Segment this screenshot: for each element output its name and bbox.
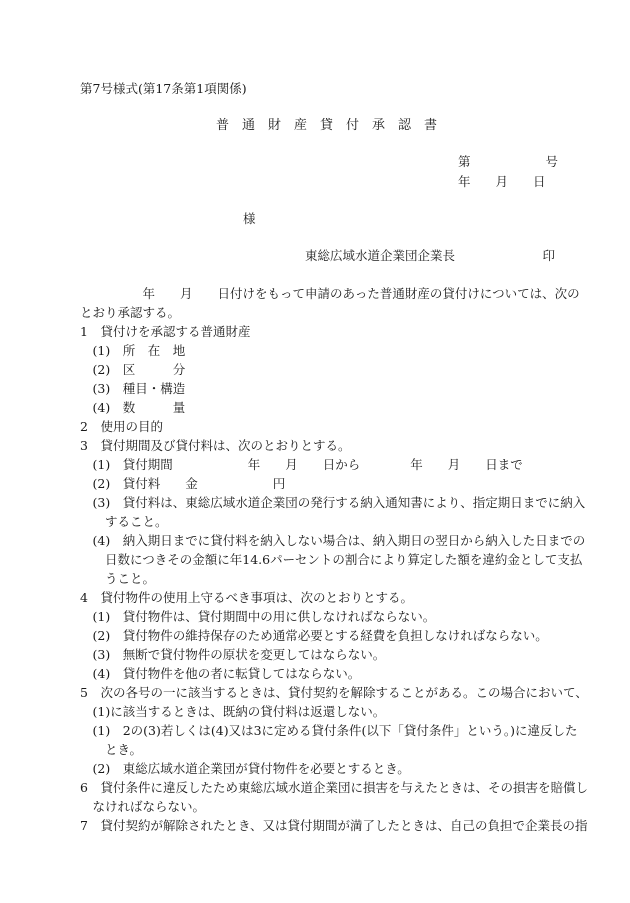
document-date: 年 月 日	[458, 174, 546, 189]
body-line: (4) 数 量	[80, 400, 186, 415]
body-line: (1) 貸付物件は、貸付期間中の用に供しなければならない。	[80, 609, 436, 624]
body-line: (4) 納入期日までに貸付料を納入しない場合は、納入期日の翌日から納入した日までの	[80, 533, 586, 548]
body-line: (2) 貸付物件の維持保存のため通常必要とする経費を負担しなければならない。	[80, 628, 548, 643]
body-line: (1) 所 在 地	[80, 343, 186, 358]
intro-line: とおり承認する。	[80, 305, 181, 320]
body-line: (1)に該当するときは、既納の貸付料は返還しない。	[80, 704, 386, 719]
addressee: 様	[243, 211, 256, 226]
issuer-line: 東総広域水道企業団企業長 印	[305, 248, 556, 263]
form-label: 第7号様式(第17条第1項関係)	[80, 81, 247, 96]
body-line: 7 貸付契約が解除されたとき、又は貸付期間が満了したときは、自己の負担で企業長の指	[80, 818, 588, 833]
body-line: (4) 貸付物件を他の者に転貸してはならない。	[80, 666, 361, 681]
body-line: (3) 貸付料は、東総広域水道企業団の発行する納入通知書により、指定期日までに納入	[80, 495, 586, 510]
body-line: 5 次の各号の一に該当するときは、貸付契約を解除することがある。この場合において、	[80, 685, 588, 700]
body-line: (1) 2の(3)若しくは(4)又は3に定める貸付条件(以下「貸付条件」という。)に違反した	[80, 723, 578, 738]
document-title: 普 通 財 産 貸 付 承 認 書	[216, 118, 438, 133]
body-line: うこと。	[80, 571, 156, 586]
body-line: 6 貸付条件に違反したため東総広域水道企業団に損害を与えたときは、その損害を賠償し	[80, 780, 588, 795]
body-line: とき。	[80, 742, 143, 757]
body-line: (3) 種目・構造	[80, 381, 186, 396]
document-number: 第 号	[458, 154, 559, 169]
body-line: すること。	[80, 514, 168, 529]
body-line: (2) 貸付料 金 円	[80, 476, 286, 491]
body-line: (1) 貸付期間 年 月 日から 年 月 日まで	[80, 457, 523, 472]
body-line: 4 貸付物件の使用上守るべき事項は、次のとおりとする。	[80, 590, 413, 605]
body-line: 3 貸付期間及び貸付料は、次のとおりとする。	[80, 438, 351, 453]
body-line: (3) 無断で貸付物件の原状を変更してはならない。	[80, 647, 386, 662]
body-line: (2) 東総広域水道企業団が貸付物件を必要とするとき。	[80, 761, 410, 776]
body-line: 日数につきその金額に年14.6パーセントの割合により算定した額を違約金として支払	[80, 552, 583, 567]
body-line: なければならない。	[80, 799, 206, 814]
intro-line: 年 月 日付けをもって申請のあった普通財産の貸付けについては、次の	[80, 286, 580, 301]
body-line: 2 使用の目的	[80, 419, 163, 434]
body-line: (2) 区 分	[80, 362, 186, 377]
body-line: 1 貸付けを承認する普通財産	[80, 324, 251, 339]
